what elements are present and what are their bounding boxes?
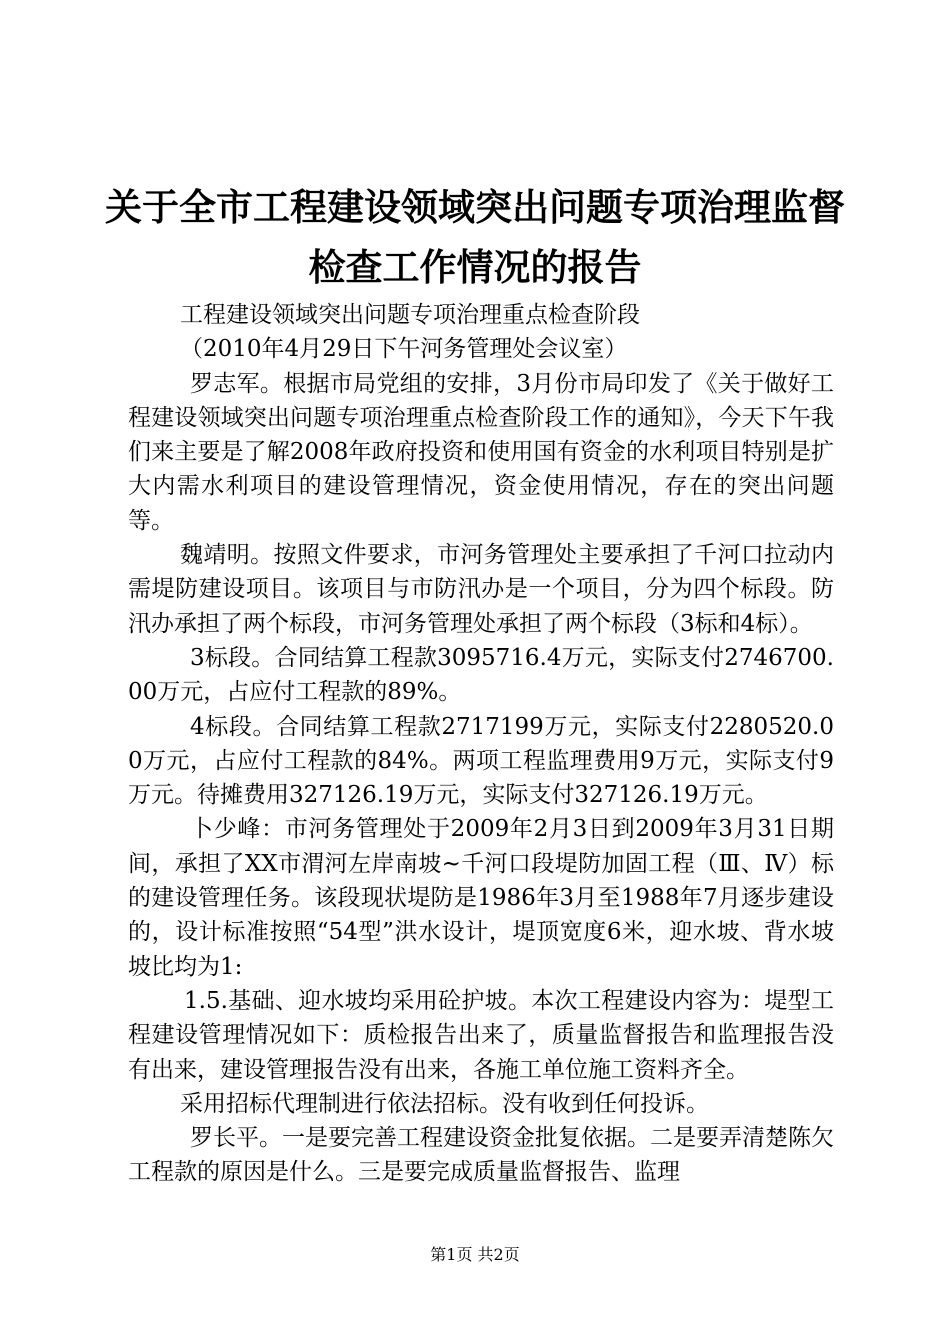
paragraph-subtitle: 工程建设领域突出问题专项治理重点检查阶段 <box>180 302 640 328</box>
page-number-footer: 第1页 共2页 <box>430 1245 520 1264</box>
document-title-line-1: 关于全市工程建设领域突出问题专项治理监督 <box>105 186 845 229</box>
paragraph-bu-shaofeng: 卜少峰：市河务管理处于2009年2月3日到2009年3月31日期间，承担了XX市渭河左岸南坡~千河口段堤防加固工程（Ⅲ、Ⅳ）标的建设管理任务。该段现状堤防是1986年3月至1988年7月逐步建设的，设计标准按照“54型”洪水设计，堤顶宽度6米，迎水坡、背水坡坡比均为1: <box>128 816 834 980</box>
document-title-line-2: 检查工作情况的报告 <box>308 246 642 289</box>
paragraph-meeting-info: （2010年4月29日下午河务管理处会议室） <box>180 336 628 363</box>
paragraph-bidding: 采用招标代理制进行依法招标。没有收到任何投诉。 <box>180 1090 709 1117</box>
paragraph-wei-jingming: 魏靖明。按照文件要求，市河务管理处主要承担了千河口拉动内需堤防建设项目。该项目与市防汛办是一个项目，分为四个标段。防汛办承担了两个标段，市河务管理处承担了两个标段（3标和4标）。 <box>128 542 834 637</box>
paragraph-luo-zhijun: 罗志军。根据市局党组的安排，3月份市局印发了《关于做好工程建设领域突出问题专项治理重点检查阶段工作的通知》，今天下午我们来主要是了解2008年政府投资和使用国有资金的水利项目特别是扩大内需水利项目的建设管理情况，资金使用情况，存在的突出问题等。 <box>128 370 834 534</box>
paragraph-section-3: 3标段。合同结算工程款3095716.4万元，实际支付2746700.00万元，占应付工程款的89%。 <box>128 644 834 706</box>
paragraph-construction-content: 1.5.基础、迎水坡均采用砼护坡。本次工程建设内容为：堤型工程建设管理情况如下：质检报告出来了，质量监督报告和监理报告没有出来，建设管理报告没有出来，各施工单位施工资料齐全。 <box>128 987 834 1083</box>
paragraph-luo-changping: 罗长平。一是要完善工程建设资金批复依据。二是要弄清楚陈欠工程款的原因是什么。三是要完成质量监督报告、监理 <box>128 1125 834 1186</box>
paragraph-section-4: 4标段。合同结算工程款2717199万元，实际支付2280520.00万元，占应付工程款的84%。两项工程监理费用9万元，实际支付9万元。待摊费用327126.19万元，实际支付327126.19万元。 <box>128 713 834 809</box>
document-body <box>128 298 834 1190</box>
